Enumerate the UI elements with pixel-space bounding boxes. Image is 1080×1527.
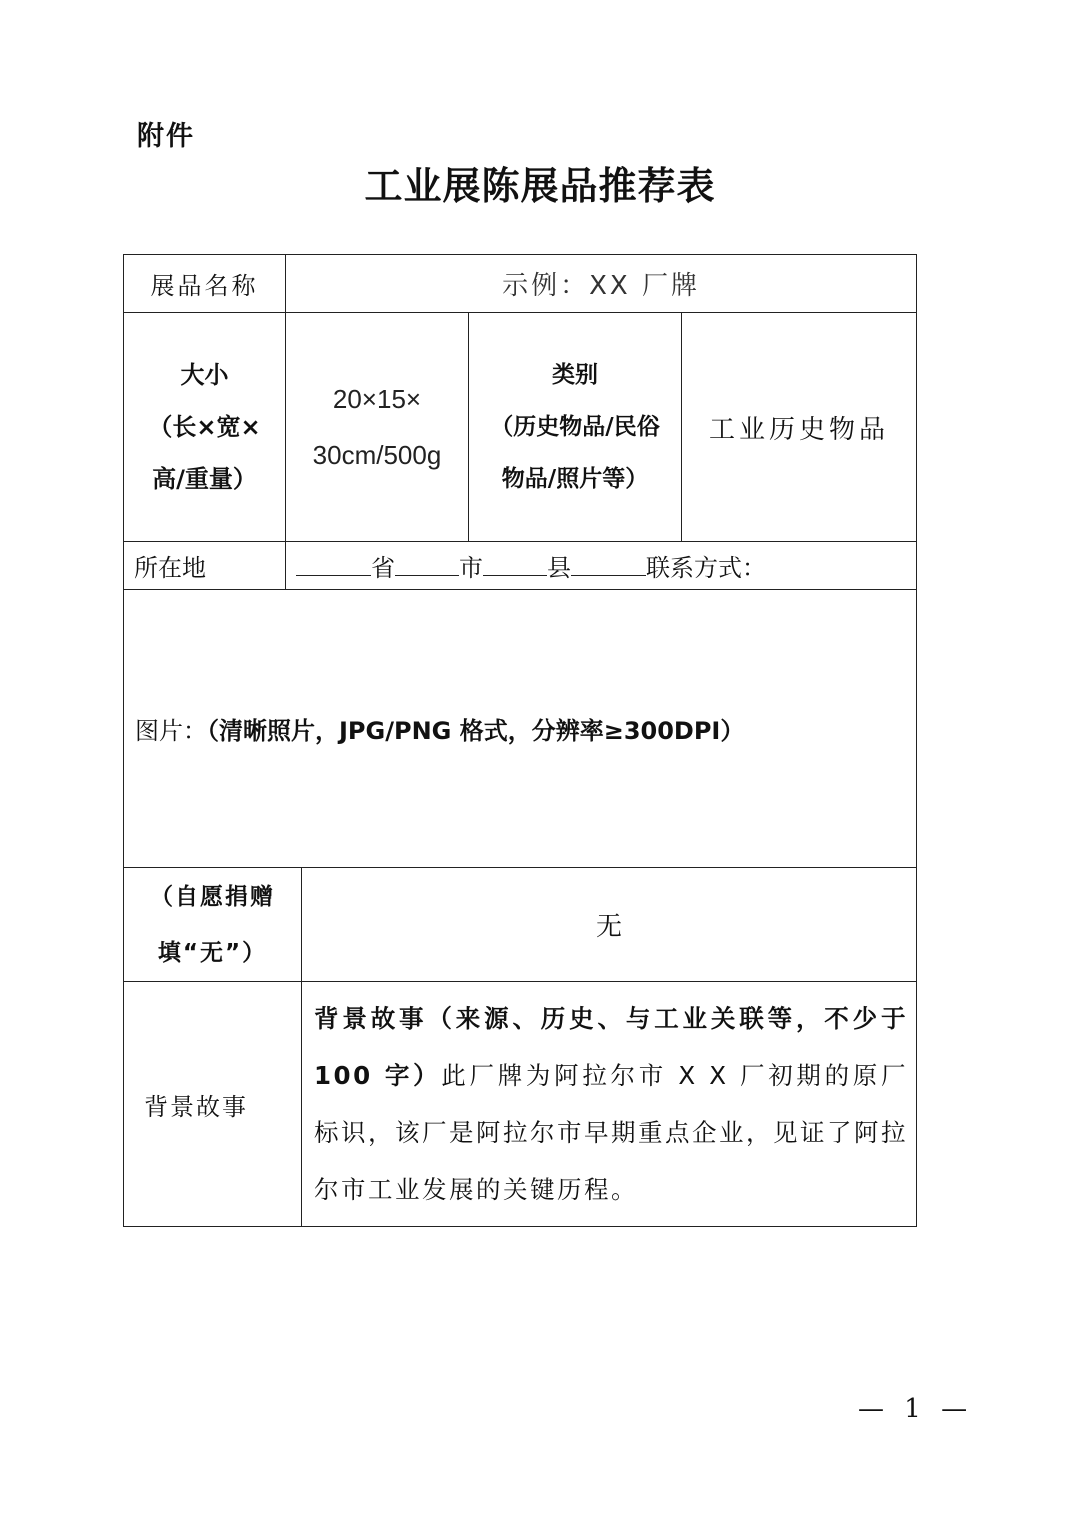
exhibit-name-label: 展品名称 [124,255,286,313]
contact-label: 联系方式： [646,554,766,582]
photo-area[interactable] [124,590,917,868]
donation-label-line: （自愿捐赠 [150,883,275,910]
photo-hint: （清晰照片，JPG/PNG 格式，分辨率≥300DPI） [207,717,745,745]
county-text: 县 [547,554,571,582]
donation-label-line: 填“无”） [157,939,268,966]
size-label-line: 大小 [180,361,229,389]
photo-row [124,590,917,868]
location-value[interactable] [286,542,917,590]
county-blank[interactable] [483,551,547,576]
size-label [124,313,286,542]
size-category-row [124,313,917,542]
size-label-line: （长×宽× [148,413,261,441]
donation-value[interactable]: 无 [302,868,917,982]
category-label [469,313,682,542]
donation-row [124,868,917,982]
exhibit-name-value[interactable]: 示例：XX 厂牌 [286,255,917,313]
story-row [124,982,917,1227]
contact-blank[interactable] [571,551,646,576]
recommendation-form-table [123,254,917,1227]
size-value-line: 20×15× [332,384,422,414]
donation-label [124,868,302,982]
province-text: 省 [371,554,395,582]
location-row [124,542,917,590]
category-value[interactable]: 工业历史物品 [682,313,917,542]
location-label: 所在地 [124,542,286,590]
size-value[interactable] [286,313,469,542]
photo-label: 图片： [135,717,207,745]
page-number: — 1 — [858,1394,974,1424]
story-prompt: 背景故事（来源、历史、与工业关联等，不少于 100 字） [314,1004,909,1090]
document-title: 工业展陈展品推荐表 [364,163,716,208]
size-label-line: 高/重量） [152,465,257,493]
city-blank[interactable] [395,551,459,576]
story-text: 此厂牌为阿拉尔市 X X 厂初期的原厂标识，该厂是阿拉尔市早期重点企业，见证了阿拉尔市工业发展的关键历程。 [314,1061,909,1204]
category-label-line: 类别 [552,362,598,388]
category-label-line: 物品/照片等） [501,466,649,492]
city-text: 市 [459,554,483,582]
category-label-line: （历史物品/民俗 [490,414,660,440]
story-label: 背景故事 [124,982,302,1227]
name-row [124,255,917,313]
size-value-line: 30cm/500g [312,440,442,470]
story-content[interactable] [302,982,917,1227]
province-blank[interactable] [296,551,371,576]
attachment-label: 附件 [137,121,195,152]
